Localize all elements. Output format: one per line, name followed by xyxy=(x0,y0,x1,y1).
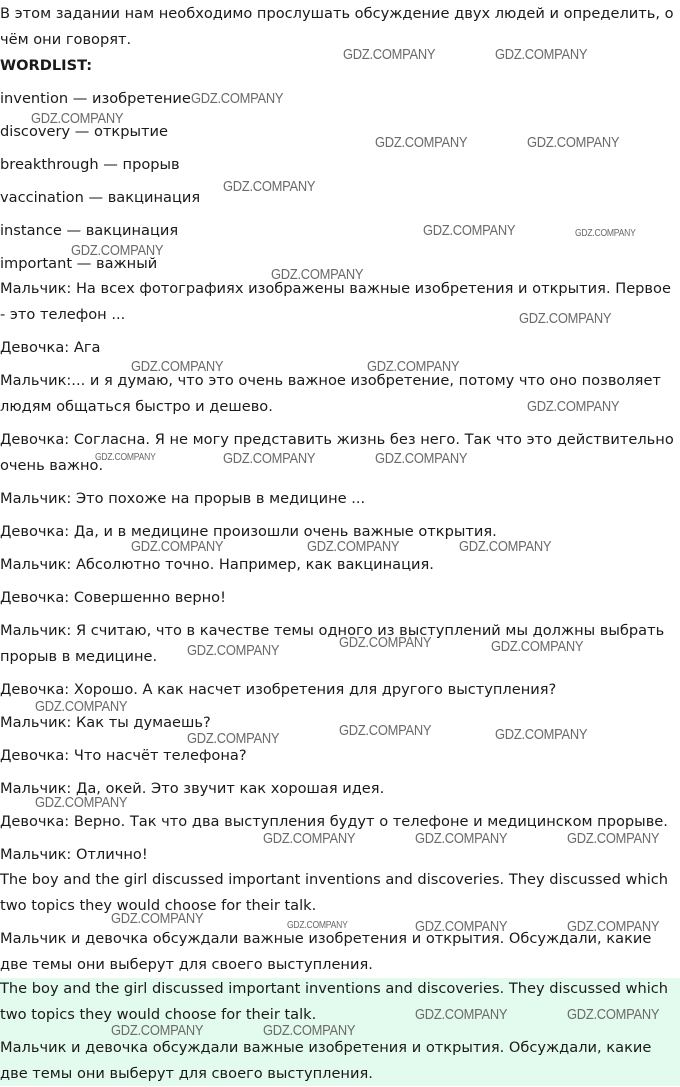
intro-text: В этом задании нам необходимо прослушать обсуждение двух людей и определить, о чём они говорят. xyxy=(0,5,674,48)
answer-russian: Мальчик и девочка обсуждали важные изобретения и открытия. Обсуждали, какие две темы они выберут для своего выступления. xyxy=(0,1039,652,1082)
watermark-text: GDZ.COMPANY xyxy=(131,538,224,555)
watermark-text: GDZ.COMPANY xyxy=(263,830,356,847)
dialogue-line: Мальчик: Как ты думаешь? xyxy=(0,714,211,731)
dialogue-line: Мальчик: Отлично! xyxy=(0,846,148,863)
dialogue-line: Девочка: Да, и в медицине произошли очень важные открытия. xyxy=(0,523,497,540)
dialogue-line: Мальчик:... и я думаю, что это очень важное изобретение, потому что оно позволяет людям общаться быстро и дешево. xyxy=(0,372,661,415)
watermark-text: GDZ.COMPANY xyxy=(271,266,364,283)
watermark-text: GDZ.COMPANY xyxy=(287,920,348,931)
watermark-text: GDZ.COMPANY xyxy=(343,46,436,63)
watermark-text: GDZ.COMPANY xyxy=(527,398,620,415)
watermark-text: GDZ.COMPANY xyxy=(527,134,620,151)
dialogue-line: Мальчик: Это похоже на прорыв в медицине ... xyxy=(0,490,366,507)
dialogue-line: Девочка: Совершенно верно! xyxy=(0,589,226,606)
watermark-text: GDZ.COMPANY xyxy=(575,228,636,239)
watermark-text: GDZ.COMPANY xyxy=(375,450,468,467)
dialogue-line: Мальчик: Да, окей. Это звучит как хорошая идея. xyxy=(0,780,385,797)
watermark-text: GDZ.COMPANY xyxy=(519,310,612,327)
wordlist-item: vaccination — вакцинация xyxy=(0,189,201,206)
dialogue-line: Девочка: Верно. Так что два выступления будут о телефоне и медицинском прорыве. xyxy=(0,813,668,830)
watermark-text: GDZ.COMPANY xyxy=(95,452,156,463)
watermark-text: GDZ.COMPANY xyxy=(415,830,508,847)
watermark-text: GDZ.COMPANY xyxy=(367,358,460,375)
watermark-text: GDZ.COMPANY xyxy=(131,358,224,375)
watermark-text: GDZ.COMPANY xyxy=(339,634,432,651)
summary-russian: Мальчик и девочка обсуждали важные изобретения и открытия. Обсуждали, какие две темы они выберут для своего выступления. xyxy=(0,930,652,973)
wordlist-label: WORDLIST: xyxy=(0,57,93,74)
watermark-text: GDZ.COMPANY xyxy=(307,538,400,555)
watermark-text: GDZ.COMPANY xyxy=(423,222,516,239)
watermark-text: GDZ.COMPANY xyxy=(187,730,280,747)
watermark-text: GDZ.COMPANY xyxy=(187,642,280,659)
watermark-text: GDZ.COMPANY xyxy=(415,918,508,935)
watermark-text: GDZ.COMPANY xyxy=(491,638,584,655)
watermark-text: GDZ.COMPANY xyxy=(31,110,124,127)
watermark-text: GDZ.COMPANY xyxy=(111,1022,204,1039)
watermark-text: GDZ.COMPANY xyxy=(567,830,660,847)
wordlist-item: instance — вакцинация xyxy=(0,222,179,239)
watermark-text: GDZ.COMPANY xyxy=(35,698,128,715)
wordlist-item: breakthrough — прорыв xyxy=(0,156,180,173)
wordlist-item: important — важный xyxy=(0,255,158,272)
watermark-text: GDZ.COMPANY xyxy=(567,1006,660,1023)
watermark-text: GDZ.COMPANY xyxy=(375,134,468,151)
watermark-text: GDZ.COMPANY xyxy=(495,726,588,743)
dialogue-line: Мальчик: На всех фотографиях изображены важные изобретения и открытия. Первое - это телефон ... xyxy=(0,280,671,323)
dialogue-line: Девочка: Что насчёт телефона? xyxy=(0,747,247,764)
dialogue-line: Мальчик: Я считаю, что в качестве темы одного из выступлений мы должны выбрать прорыв в медицине. xyxy=(0,622,665,665)
watermark-text: GDZ.COMPANY xyxy=(415,1006,508,1023)
watermark-text: GDZ.COMPANY xyxy=(495,46,588,63)
dialogue-line: Девочка: Согласна. Я не могу представить жизнь без него. Так что это действительно очень важно. xyxy=(0,431,674,474)
watermark-text: GDZ.COMPANY xyxy=(35,794,128,811)
wordlist-item: discovery — открытие xyxy=(0,123,168,140)
dialogue-line: Мальчик: Абсолютно точно. Например, как вакцинация. xyxy=(0,556,434,573)
watermark-text: GDZ.COMPANY xyxy=(459,538,552,555)
watermark-text: GDZ.COMPANY xyxy=(339,722,432,739)
watermark-text: GDZ.COMPANY xyxy=(71,242,164,259)
watermark-text: GDZ.COMPANY xyxy=(191,90,284,107)
answer-english: The boy and the girl discussed important inventions and discoveries. They discussed which two topics they would choose for their talk. xyxy=(0,980,669,1023)
dialogue-line: Девочка: Ага xyxy=(0,339,101,356)
watermark-text: GDZ.COMPANY xyxy=(567,918,660,935)
watermark-text: GDZ.COMPANY xyxy=(111,910,204,927)
wordlist-item: invention — изобретение xyxy=(0,90,191,107)
dialogue-line: Девочка: Хорошо. А как насчет изобретения для другого выступления? xyxy=(0,681,557,698)
summary-english: The boy and the girl discussed important inventions and discoveries. They discussed which two topics they would choose for their talk. xyxy=(0,871,669,914)
watermark-text: GDZ.COMPANY xyxy=(223,178,316,195)
watermark-text: GDZ.COMPANY xyxy=(223,450,316,467)
watermark-text: GDZ.COMPANY xyxy=(263,1022,356,1039)
